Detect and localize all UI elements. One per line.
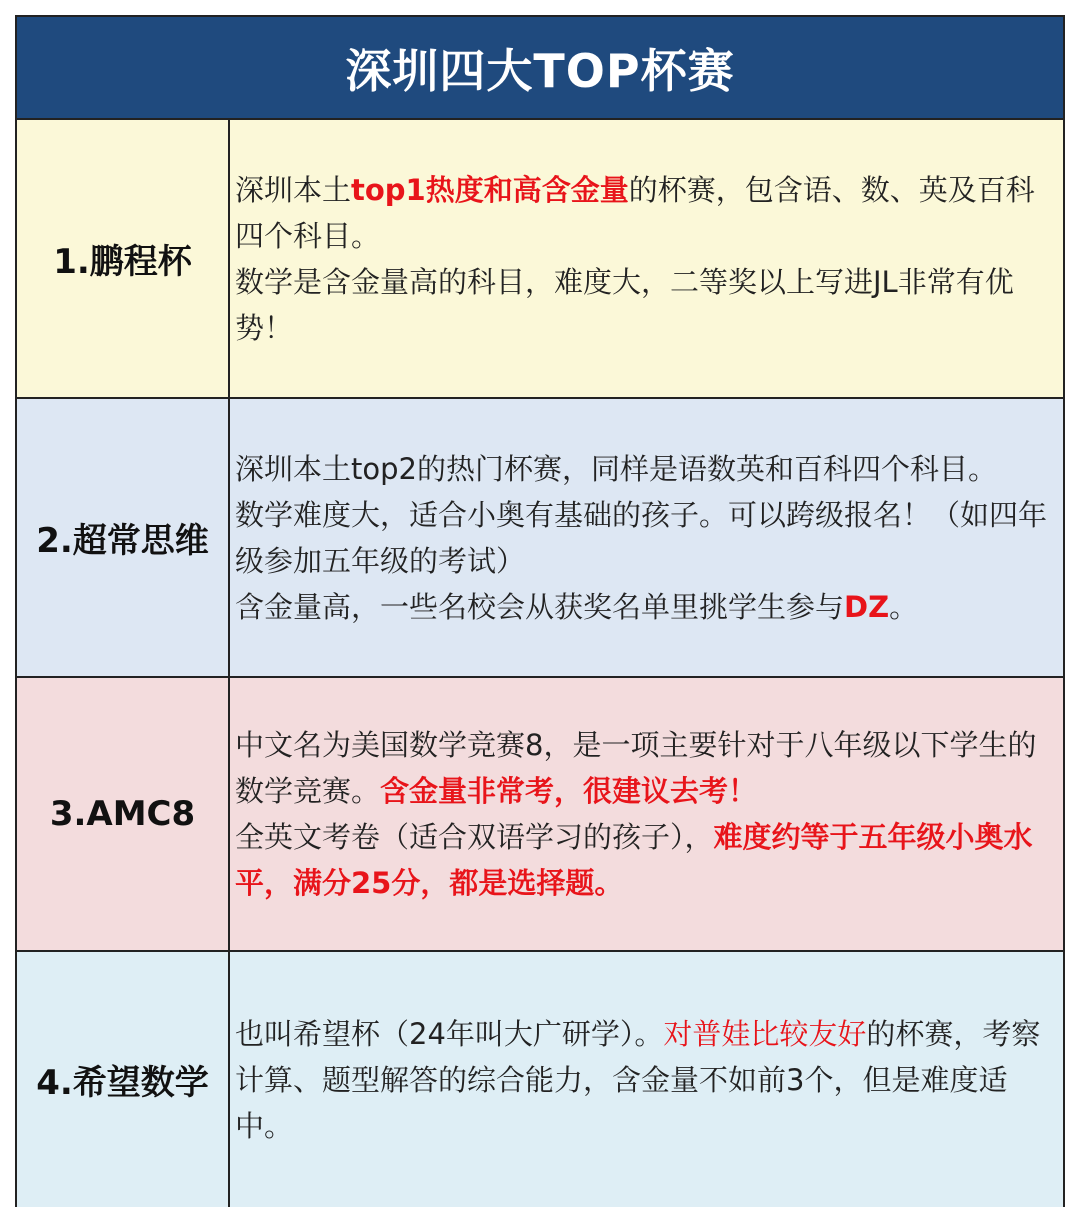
table-row: [17, 678, 1063, 952]
competition-name: 2.超常思维: [17, 399, 230, 676]
description-segment: 深圳本土top2的热门杯赛，同样是语数英和百科四个科目。: [235, 451, 997, 486]
competition-description: [230, 678, 1063, 950]
description-paragraph: [235, 492, 1055, 584]
table-row: [17, 952, 1063, 1207]
description-segment: 数学是含金量高的科目，难度大，二等奖以上写进JL非常有优势！: [235, 264, 1014, 345]
highlight-text: 含金量非常考，很建议去考！: [380, 774, 758, 808]
highlight-text: 对普娃比较友好: [663, 1016, 867, 1051]
highlight-text: DZ: [844, 589, 890, 624]
description-segment: 全英文考卷（适合双语学习的孩子），: [235, 820, 714, 854]
description-paragraph: [235, 814, 1055, 906]
description-segment: 的杯赛，考察计算、题型解答的综合能力，含金量不如前3个，但是难度适中。: [235, 1016, 1041, 1143]
competition-description: [230, 120, 1063, 397]
description-segment: 深圳本土: [235, 172, 352, 207]
competition-name: 4.希望数学: [17, 952, 230, 1207]
competition-name: 1.鹏程杯: [17, 120, 230, 397]
description-segment: 数学难度大，适合小奥有基础的孩子。可以跨级报名！（如四年级参加五年级的考试）: [235, 497, 1048, 578]
competition-description: [230, 952, 1063, 1207]
description-paragraph: [235, 446, 1055, 492]
description-paragraph: [235, 259, 1055, 351]
description-text: [235, 446, 1055, 630]
highlight-text: 难度约等于五年级小奥水平，满分25分，都是选择题。: [235, 820, 1033, 900]
table-row: [17, 120, 1063, 399]
description-paragraph: [235, 167, 1055, 259]
description-segment: 含金量高，一些名校会从获奖名单里挑学生参与: [235, 589, 845, 624]
description-segment: 也叫希望杯（24年叫大广研学）。: [235, 1016, 664, 1051]
competition-table: [15, 15, 1065, 1207]
description-text: [235, 722, 1055, 906]
description-segment: 。: [889, 589, 919, 624]
description-text: [235, 167, 1055, 351]
table-title: 深圳四大TOP杯赛: [17, 17, 1063, 120]
description-segment: 的杯赛，包含语、数、英及百科四个科目。: [235, 172, 1035, 253]
description-paragraph: [235, 1011, 1055, 1149]
description-text: [235, 1011, 1055, 1149]
competition-name: 3.AMC8: [17, 678, 230, 950]
description-segment: 中文名为美国数学竞赛8，是一项主要针对于八年级以下学生的数学竞赛。: [235, 728, 1037, 808]
table-row: [17, 399, 1063, 678]
description-paragraph: [235, 584, 1055, 630]
highlight-text: top1热度和高含金量: [351, 172, 629, 207]
description-paragraph: [235, 722, 1055, 814]
competition-description: [230, 399, 1063, 676]
